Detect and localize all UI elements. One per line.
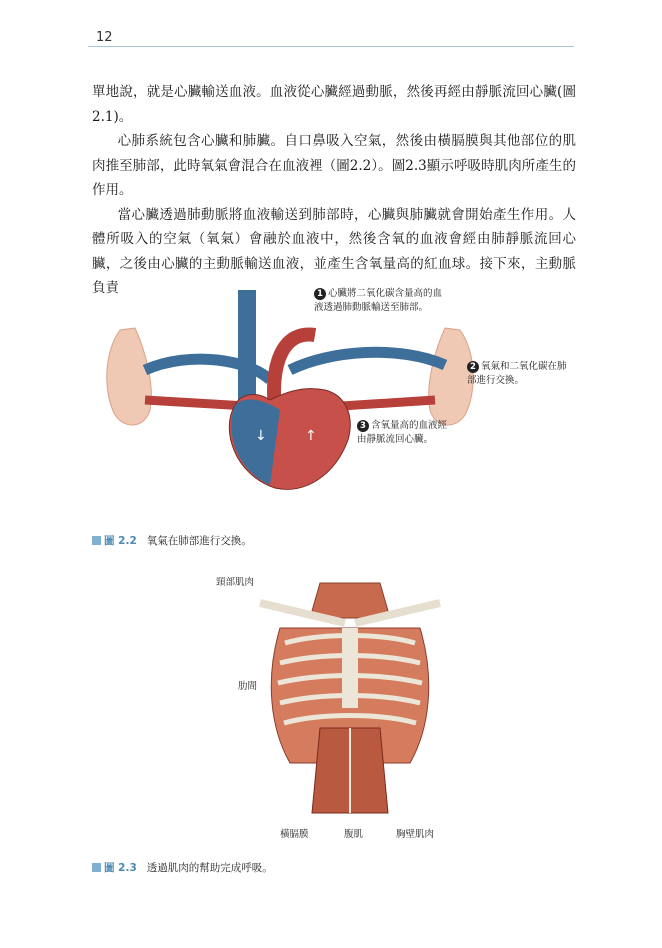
svg-text:↑: ↑ xyxy=(305,428,317,444)
heart-lung-illustration xyxy=(100,290,480,515)
caption-figure-2-3 xyxy=(92,860,273,875)
caption-tag-icon xyxy=(92,536,101,545)
annotation-1-text: 心臟將二氧化碳含量高的血液透過肺動脈輸送至肺部。 xyxy=(314,288,443,313)
sternum xyxy=(342,628,358,708)
label-chest-wall: 胸壁肌肉 xyxy=(396,829,435,840)
paragraph-3: 當心臟透過肺動脈將血液輸送到肺部時，心臟與肺臟就會開始產生作用。人體所吸入的空氣（氧氣）會融於血液中，然後含氧的血液會經由肺靜脈流回心臟，之後由心臟的主動脈輸送血液，並產生含氧量高的紅血球。接下來，主動脈負責 xyxy=(92,206,576,296)
annotation-2-text: 氧氣和二氧化碳在肺部進行交換。 xyxy=(467,361,567,386)
label-neck-muscles: 頸部肌肉 xyxy=(216,577,255,588)
pulmonary-artery-right xyxy=(290,352,445,370)
label-abdominal: 腹肌 xyxy=(344,829,364,840)
respiratory-muscles-illustration xyxy=(250,578,450,818)
annotation-3 xyxy=(357,419,453,447)
label-diaphragm: 橫膈膜 xyxy=(280,829,309,840)
caption-text: 氧氣在肺部進行交換。 xyxy=(146,535,252,547)
caption-figure-2-2 xyxy=(92,533,252,548)
svg-text:↓: ↓ xyxy=(255,428,267,444)
header-rule xyxy=(88,46,574,47)
page-number: 12 xyxy=(96,30,113,45)
paragraph-2: 心肺系統包含心臟和肺臟。自口鼻吸入空氣，然後由橫膈膜與其他部位的肌肉推至肺部，此時氧氣會混合在血液裡（圖2.2）。圖2.3顯示呼吸時肌肉所產生的作用。 xyxy=(92,133,576,198)
neck-muscles xyxy=(310,583,390,618)
caption-tag-icon xyxy=(92,863,101,872)
annotation-3-text: 含氧量高的血液經由靜脈流回心臟。 xyxy=(357,420,448,445)
annotation-1 xyxy=(314,287,442,315)
caption-number: 圖 2.2 xyxy=(104,535,137,547)
paragraph-1: 單地說，就是心臟輸送血液。血液從心臟經過動脈，然後再經由靜脈流回心臟(圖2.1)。 xyxy=(92,84,576,125)
left-lung xyxy=(107,328,152,425)
badge-3: 3 xyxy=(357,420,369,432)
annotation-2 xyxy=(467,360,567,388)
label-intercostal: 肋間 xyxy=(238,681,258,692)
badge-2: 2 xyxy=(467,361,479,373)
caption-text: 透過肌肉的幫助完成呼吸。 xyxy=(146,862,273,874)
badge-1: 1 xyxy=(314,288,326,300)
vena-cava xyxy=(238,290,256,410)
body-text xyxy=(92,80,576,301)
caption-number: 圖 2.3 xyxy=(104,862,137,874)
